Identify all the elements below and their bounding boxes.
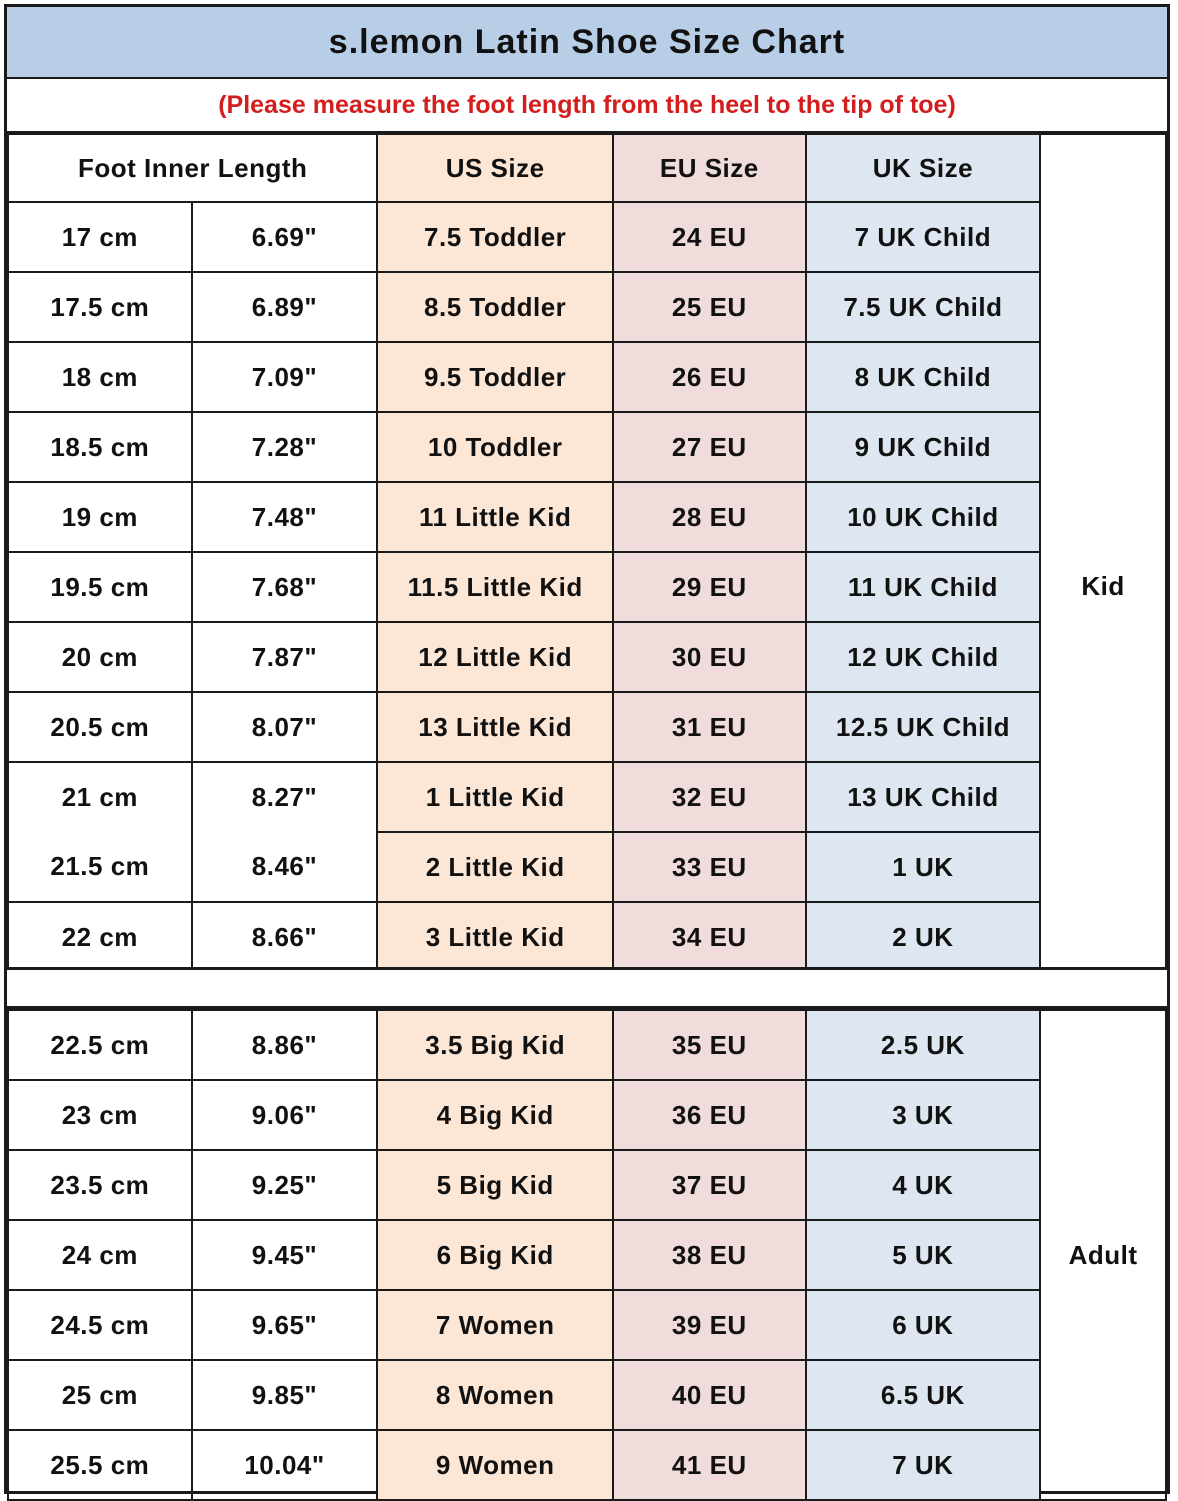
- foot-length-inch: 9.65": [192, 1290, 378, 1360]
- foot-length-inch: 8.86": [192, 1010, 378, 1080]
- us-size-cell: 1 Little Kid: [377, 762, 613, 832]
- foot-length-cm: 24.5 cm: [8, 1290, 192, 1360]
- us-size-cell: 3 Little Kid: [377, 902, 613, 972]
- size-row: [8, 762, 1166, 832]
- foot-length-inch: 9.85": [192, 1360, 378, 1430]
- foot-length-inch: 8.27": [192, 762, 378, 832]
- foot-length-inch: 7.48": [192, 482, 378, 552]
- eu-size-cell: 32 EU: [613, 762, 806, 832]
- eu-size-header: EU Size: [613, 134, 806, 202]
- size-row: [8, 1430, 1166, 1500]
- size-row: [8, 692, 1166, 762]
- uk-size-header: UK Size: [806, 134, 1041, 202]
- size-row: [8, 1010, 1166, 1080]
- uk-size-cell: 2.5 UK: [806, 1010, 1040, 1080]
- us-size-cell: 8.5 Toddler: [377, 272, 613, 342]
- us-size-cell: 2 Little Kid: [377, 832, 613, 902]
- uk-size-cell: 7 UK Child: [806, 202, 1041, 272]
- foot-length-header: Foot Inner Length: [8, 134, 377, 202]
- foot-length-cm: 22 cm: [8, 902, 192, 972]
- measure-note: (Please measure the foot length from the heel to the tip of toe): [7, 79, 1167, 133]
- eu-size-cell: 41 EU: [613, 1430, 806, 1500]
- eu-size-cell: 31 EU: [613, 692, 806, 762]
- uk-size-cell: 1 UK: [806, 832, 1041, 902]
- header-row: [8, 134, 1166, 202]
- uk-size-cell: 5 UK: [806, 1220, 1040, 1290]
- foot-length-inch: 9.25": [192, 1150, 378, 1220]
- size-row: [8, 272, 1166, 342]
- uk-size-cell: 7 UK: [806, 1430, 1040, 1500]
- uk-size-cell: 3 UK: [806, 1080, 1040, 1150]
- foot-length-cm: 21.5 cm: [8, 832, 192, 902]
- foot-length-cm: 23.5 cm: [8, 1150, 192, 1220]
- eu-size-cell: 29 EU: [613, 552, 806, 622]
- eu-size-cell: 28 EU: [613, 482, 806, 552]
- kid-group-label: Kid: [1040, 202, 1166, 972]
- us-size-header: US Size: [377, 134, 613, 202]
- us-size-cell: 11 Little Kid: [377, 482, 613, 552]
- eu-size-cell: 30 EU: [613, 622, 806, 692]
- eu-size-cell: 33 EU: [613, 832, 806, 902]
- foot-length-cm: 21 cm: [8, 762, 192, 832]
- us-size-cell: 9.5 Toddler: [377, 342, 613, 412]
- uk-size-cell: 8 UK Child: [806, 342, 1041, 412]
- foot-length-inch: 7.28": [192, 412, 378, 482]
- uk-size-cell: 2 UK: [806, 902, 1041, 972]
- size-row: [8, 202, 1166, 272]
- eu-size-cell: 40 EU: [613, 1360, 806, 1430]
- uk-size-cell: 11 UK Child: [806, 552, 1041, 622]
- section-separator: [7, 967, 1167, 1009]
- kid-size-table: [7, 133, 1167, 973]
- uk-size-cell: 13 UK Child: [806, 762, 1041, 832]
- uk-size-cell: 12.5 UK Child: [806, 692, 1041, 762]
- us-size-cell: 7 Women: [377, 1290, 613, 1360]
- eu-size-cell: 25 EU: [613, 272, 806, 342]
- foot-length-cm: 17.5 cm: [8, 272, 192, 342]
- us-size-cell: 13 Little Kid: [377, 692, 613, 762]
- size-row: [8, 482, 1166, 552]
- foot-length-cm: 17 cm: [8, 202, 192, 272]
- size-row: [8, 342, 1166, 412]
- foot-length-inch: 10.04": [192, 1430, 378, 1500]
- size-row: [8, 552, 1166, 622]
- eu-size-cell: 34 EU: [613, 902, 806, 972]
- chart-title: s.lemon Latin Shoe Size Chart: [7, 7, 1167, 79]
- foot-length-cm: 25.5 cm: [8, 1430, 192, 1500]
- adult-size-table: [7, 1009, 1167, 1501]
- us-size-cell: 4 Big Kid: [377, 1080, 613, 1150]
- eu-size-cell: 24 EU: [613, 202, 806, 272]
- foot-length-inch: 7.09": [192, 342, 378, 412]
- us-size-cell: 12 Little Kid: [377, 622, 613, 692]
- size-row: [8, 412, 1166, 482]
- foot-length-inch: 9.45": [192, 1220, 378, 1290]
- foot-length-inch: 6.89": [192, 272, 378, 342]
- foot-length-cm: 19 cm: [8, 482, 192, 552]
- uk-size-cell: 7.5 UK Child: [806, 272, 1041, 342]
- uk-size-cell: 10 UK Child: [806, 482, 1041, 552]
- eu-size-cell: 37 EU: [613, 1150, 806, 1220]
- us-size-cell: 9 Women: [377, 1430, 613, 1500]
- us-size-cell: 10 Toddler: [377, 412, 613, 482]
- us-size-cell: 5 Big Kid: [377, 1150, 613, 1220]
- size-chart: [4, 4, 1170, 1494]
- foot-length-cm: 18 cm: [8, 342, 192, 412]
- foot-length-inch: 8.46": [192, 832, 378, 902]
- foot-length-cm: 19.5 cm: [8, 552, 192, 622]
- foot-length-inch: 7.87": [192, 622, 378, 692]
- eu-size-cell: 27 EU: [613, 412, 806, 482]
- us-size-cell: 6 Big Kid: [377, 1220, 613, 1290]
- size-row: [8, 1360, 1166, 1430]
- size-row: [8, 902, 1166, 972]
- foot-length-inch: 9.06": [192, 1080, 378, 1150]
- eu-size-cell: 39 EU: [613, 1290, 806, 1360]
- eu-size-cell: 26 EU: [613, 342, 806, 412]
- us-size-cell: 8 Women: [377, 1360, 613, 1430]
- eu-size-cell: 36 EU: [613, 1080, 806, 1150]
- group-header-blank: [1040, 134, 1166, 202]
- foot-length-cm: 25 cm: [8, 1360, 192, 1430]
- eu-size-cell: 38 EU: [613, 1220, 806, 1290]
- size-row: [8, 1080, 1166, 1150]
- us-size-cell: 3.5 Big Kid: [377, 1010, 613, 1080]
- size-row: [8, 832, 1166, 902]
- uk-size-cell: 4 UK: [806, 1150, 1040, 1220]
- foot-length-inch: 7.68": [192, 552, 378, 622]
- uk-size-cell: 6.5 UK: [806, 1360, 1040, 1430]
- size-row: [8, 622, 1166, 692]
- size-row: [8, 1150, 1166, 1220]
- size-row: [8, 1290, 1166, 1360]
- foot-length-cm: 18.5 cm: [8, 412, 192, 482]
- foot-length-cm: 20 cm: [8, 622, 192, 692]
- eu-size-cell: 35 EU: [613, 1010, 806, 1080]
- uk-size-cell: 12 UK Child: [806, 622, 1041, 692]
- us-size-cell: 11.5 Little Kid: [377, 552, 613, 622]
- uk-size-cell: 6 UK: [806, 1290, 1040, 1360]
- foot-length-cm: 20.5 cm: [8, 692, 192, 762]
- foot-length-inch: 8.66": [192, 902, 378, 972]
- foot-length-inch: 8.07": [192, 692, 378, 762]
- foot-length-cm: 22.5 cm: [8, 1010, 192, 1080]
- adult-group-label: Adult: [1040, 1010, 1166, 1500]
- us-size-cell: 7.5 Toddler: [377, 202, 613, 272]
- size-row: [8, 1220, 1166, 1290]
- uk-size-cell: 9 UK Child: [806, 412, 1041, 482]
- foot-length-inch: 6.69": [192, 202, 378, 272]
- foot-length-cm: 23 cm: [8, 1080, 192, 1150]
- foot-length-cm: 24 cm: [8, 1220, 192, 1290]
